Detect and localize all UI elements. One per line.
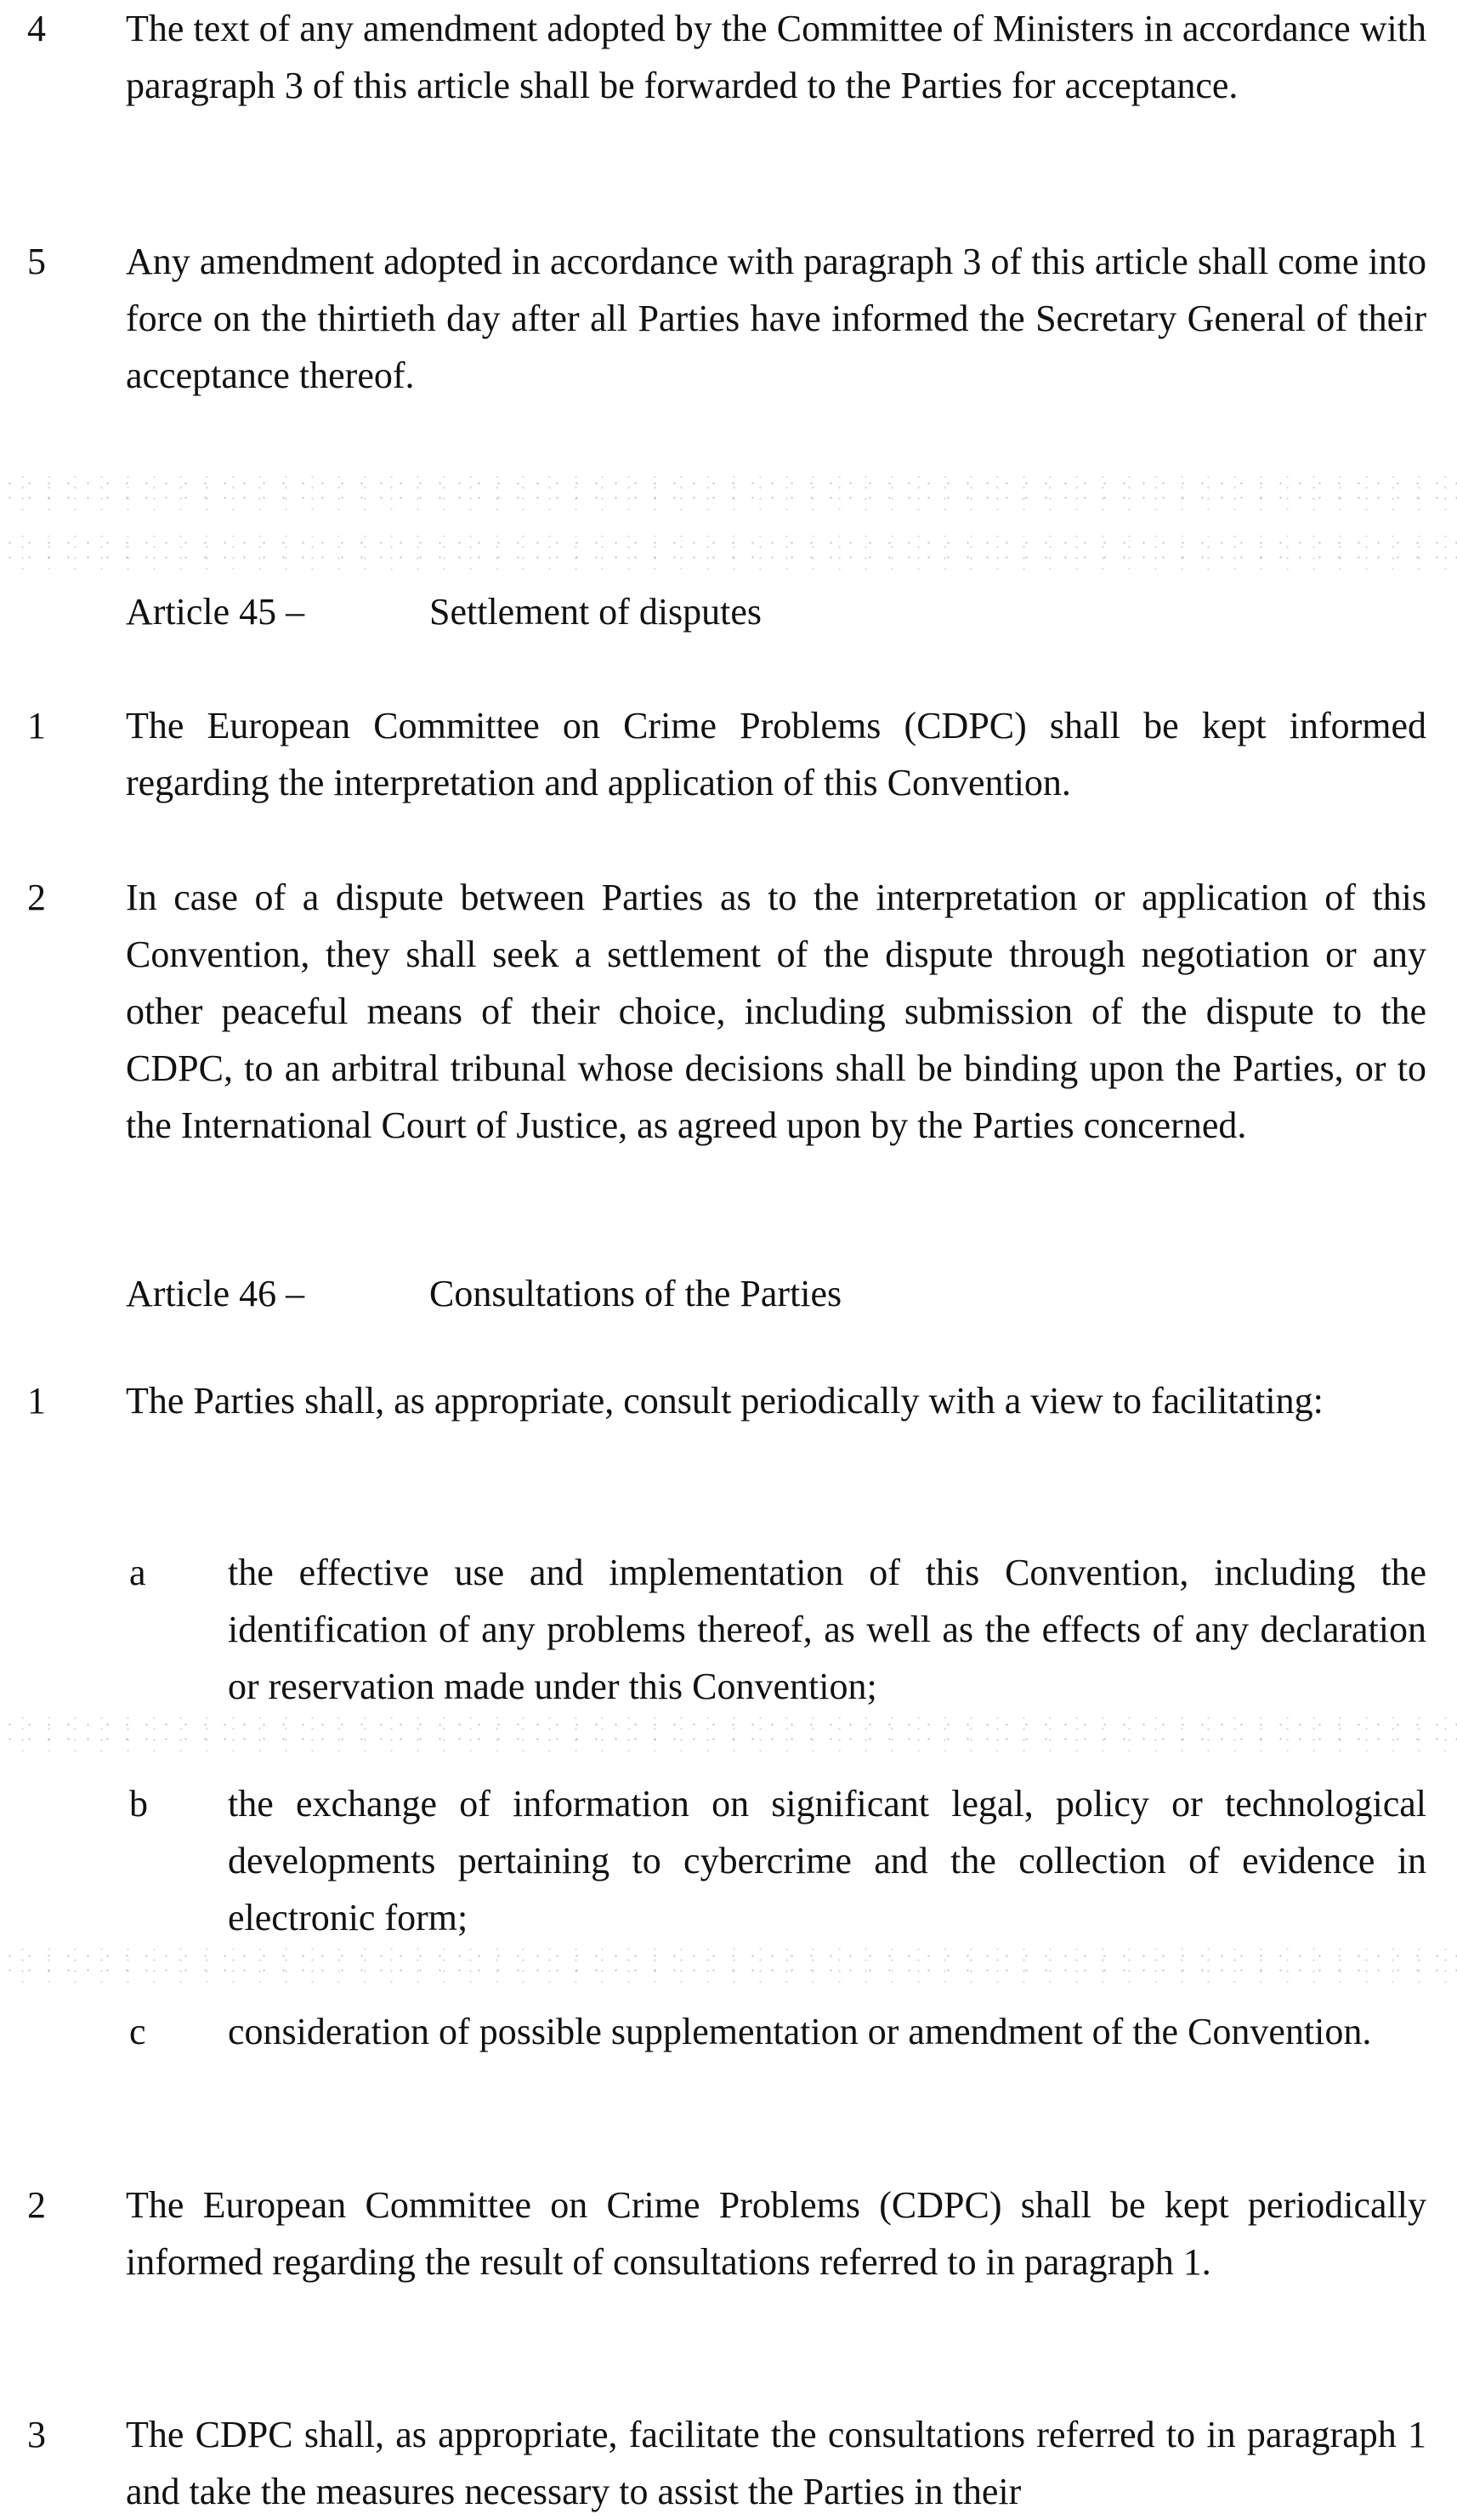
paragraph-number: 1 <box>27 1380 46 1422</box>
scan-noise <box>0 1949 1457 1983</box>
paragraph-text: The CDPC shall, as appropriate, facilitate the consultations referred to in paragraph 1 and take the measures necessary to assist the Parties in their <box>126 2414 1426 2512</box>
paragraph-number: 3 <box>27 2414 46 2455</box>
list-item-text: consideration of possible supplementation or amendment of the Convention. <box>228 2011 1372 2052</box>
paragraph-number: 4 <box>27 8 46 49</box>
article-46-label: Article 46 – <box>126 1273 305 1314</box>
list-item-letter: a <box>129 1552 146 1593</box>
list-item-letter: b <box>129 1783 148 1825</box>
list-item-text: the effective use and implementation of this Convention, including the identification of any problems thereof, as well as the effects of any declaration or reservation made under this Convention; <box>228 1552 1426 1707</box>
paragraph-text: In case of a dispute between Parties as to the interpretation or application of this Convention, they shall seek a settlement of the dispute through negotiation or any other peaceful means of their choice, including submission of the dispute to the CDPC, to an arbitral tribunal whose decisions shall be binding upon the Parties, or to the International Court of Justice, as agreed upon by the Parties concerned. <box>126 877 1426 1146</box>
scan-noise <box>0 1717 1457 1751</box>
article-45-title: Settlement of disputes <box>429 591 763 633</box>
paragraph-text: The Parties shall, as appropriate, consult periodically with a view to facilitating: <box>126 1380 1324 1422</box>
article-46-title: Consultations of the Parties <box>429 1273 842 1314</box>
list-item-letter: c <box>129 2011 146 2052</box>
scan-noise <box>0 536 1457 570</box>
paragraph-number: 1 <box>27 705 46 746</box>
list-item-text: the exchange of information on significant legal, policy or technological developments pertaining to cybercrime and the collection of evidence in electronic form; <box>228 1783 1426 1938</box>
article-45-label: Article 45 – <box>126 591 305 633</box>
paragraph-text: The European Committee on Crime Problems (CDPC) shall be kept periodically informed regarding the result of consultations referred to in paragraph 1. <box>126 2184 1426 2283</box>
paragraph-number: 2 <box>27 877 46 918</box>
paragraph-number: 5 <box>27 241 46 282</box>
paragraph-text: The text of any amendment adopted by the Committee of Ministers in accordance with paragraph 3 of this article shall be forwarded to the Parties for acceptance. <box>126 8 1426 106</box>
paragraph-text: Any amendment adopted in accordance with paragraph 3 of this article shall come into force on the thirtieth day after all Parties have informed the Secretary General of their acceptance thereof. <box>126 241 1426 396</box>
paragraph-number: 2 <box>27 2184 46 2226</box>
paragraph-text: The European Committee on Crime Problems (CDPC) shall be kept informed regarding the interpretation and application of this Convention. <box>126 705 1426 803</box>
scan-noise <box>0 476 1457 510</box>
